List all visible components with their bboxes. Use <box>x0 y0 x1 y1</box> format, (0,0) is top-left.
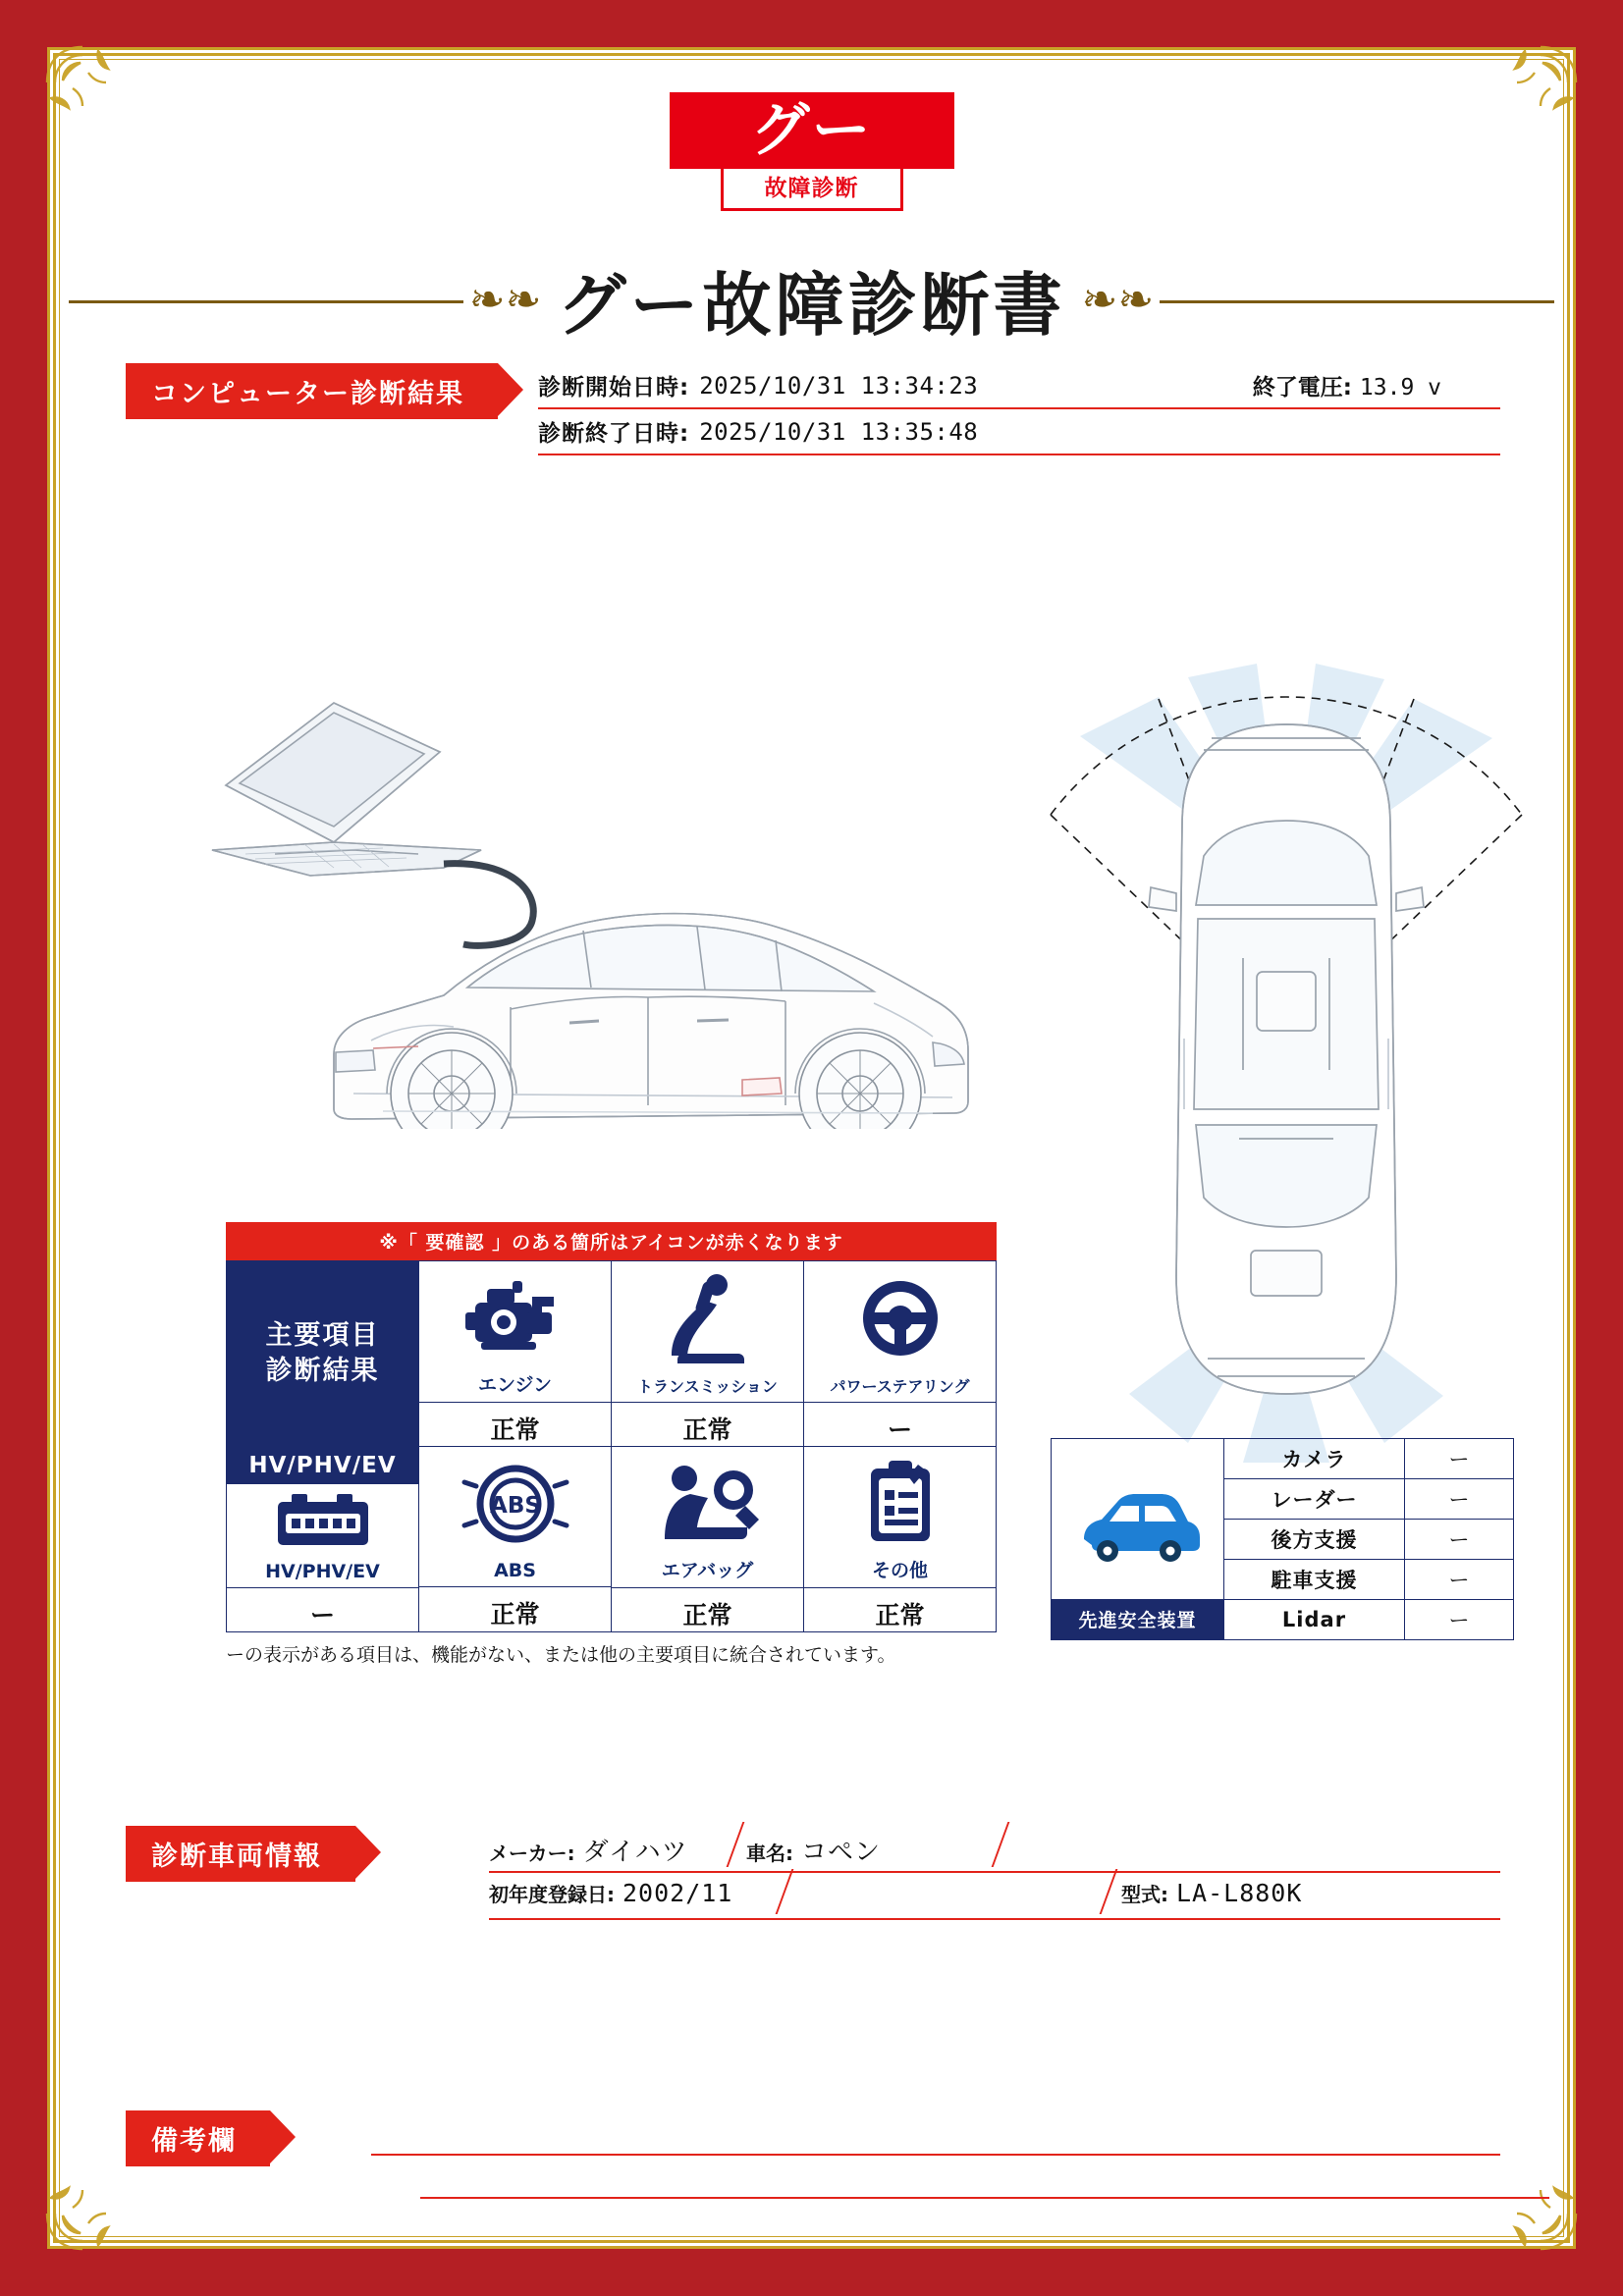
airbag-icon <box>612 1447 803 1556</box>
remarks-ribbon: 備考欄 <box>126 2110 270 2166</box>
type-label: 型式: <box>1121 1883 1168 1906</box>
adas-key: 後方支援 <box>1224 1520 1405 1559</box>
abs-icon <box>419 1447 611 1560</box>
diagnosis-start-row <box>538 363 1500 409</box>
end-voltage-value: 13.9 v <box>1359 375 1441 400</box>
steering-icon <box>804 1261 996 1374</box>
grid-footer-note: ーの表示がある項目は、機能がない、または他の主要項目に統合されています。 <box>226 1644 896 1666</box>
page-title-text: グー故障診断書 <box>557 265 1066 346</box>
grid-item-name: トランスミッション <box>612 1374 803 1403</box>
grid-header-line2: 診断結果 <box>265 1356 380 1386</box>
battery-icon <box>227 1484 418 1561</box>
end-voltage <box>1253 369 1441 401</box>
adas-value: ー <box>1448 1528 1470 1552</box>
adas-key: Lidar <box>1224 1600 1405 1639</box>
adas-illustration-top <box>1011 648 1561 1502</box>
vehicle-info-ribbon: 診断車両情報 <box>126 1826 355 1882</box>
remarks-rows <box>371 2110 1500 2156</box>
adas-row <box>1224 1600 1513 1639</box>
remarks-line-2[interactable] <box>420 2154 1549 2199</box>
type-field <box>1121 1879 1302 1907</box>
computer-diagnosis-ribbon: コンピューター診断結果 <box>126 363 498 419</box>
vehicle-info-rows <box>489 1826 1500 1920</box>
maker-field <box>489 1832 688 1868</box>
title-rule-right <box>1160 300 1554 303</box>
adas-row <box>1224 1439 1513 1479</box>
diagnosis-start-label: 診断開始日時: <box>538 375 690 400</box>
maker-value: ダイハツ <box>582 1838 688 1867</box>
grid-item-name: エアバッグ <box>612 1556 803 1588</box>
maker-label: メーカー: <box>489 1842 575 1865</box>
diagnosis-start-value: 2025/10/31 13:34:23 <box>699 371 979 400</box>
adas-value: ー <box>1448 1488 1470 1512</box>
grid-item-status: ー <box>887 1415 912 1444</box>
grid-item-status: 正常 <box>875 1601 925 1629</box>
vehicle-info-row-2 <box>489 1873 1500 1920</box>
grid-header-cell <box>227 1261 419 1447</box>
remarks-line-1[interactable] <box>371 2110 1500 2156</box>
grid-item-engine <box>419 1261 612 1447</box>
grid-item-status: 正常 <box>490 1600 540 1629</box>
adas-value: ー <box>1448 1448 1470 1471</box>
adas-key: 駐車支援 <box>1224 1560 1405 1599</box>
computer-diagnosis-section <box>126 363 1500 447</box>
grid-item-status: 正常 <box>682 1601 732 1629</box>
type-value: LA-L880K <box>1176 1879 1303 1907</box>
adas-row <box>1224 1479 1513 1520</box>
grid-item-name: その他 <box>804 1556 996 1588</box>
adas-key: カメラ <box>1224 1439 1405 1478</box>
computer-diagnosis-rows <box>538 363 1500 455</box>
first-registration-label: 初年度登録日: <box>489 1883 615 1906</box>
end-voltage-label: 終了電圧: <box>1252 375 1352 400</box>
grid-note: ※「 要確認 」のある箇所はアイコンが赤くなります <box>226 1222 997 1260</box>
transmission-icon <box>612 1261 803 1374</box>
brand-logo <box>670 92 954 211</box>
adas-value: ー <box>1448 1609 1470 1632</box>
grid-body <box>226 1260 997 1632</box>
vehicle-info-row-1 <box>489 1826 1500 1873</box>
adas-table <box>1051 1438 1514 1640</box>
grid-item-transmission <box>612 1261 804 1447</box>
brand-logo-sub: 故障診断 <box>721 169 903 211</box>
adas-rows <box>1224 1439 1513 1639</box>
remarks-section <box>126 2110 1500 2166</box>
diagnosis-illustration-side <box>187 658 992 1129</box>
model-label: 車名: <box>746 1842 793 1865</box>
adas-row <box>1224 1520 1513 1560</box>
adas-row <box>1224 1560 1513 1600</box>
adas-key: レーダー <box>1224 1479 1405 1519</box>
diagnosis-end-value: 2025/10/31 13:35:48 <box>699 417 979 446</box>
grid-item-other <box>804 1447 997 1632</box>
primary-items-grid <box>226 1222 997 1667</box>
grid-item-name: ABS <box>419 1560 611 1587</box>
grid-item-status: 正常 <box>490 1415 540 1444</box>
title-ornament-icon: ❧❧ <box>1081 274 1155 325</box>
title-ornament-icon: ❧❧ <box>468 274 542 325</box>
adas-left-label: 先進安全装置 <box>1052 1599 1223 1639</box>
grid-item-airbag <box>612 1447 804 1632</box>
grid-item-name: エンジン <box>419 1370 611 1403</box>
adas-car-icon <box>1074 1439 1202 1599</box>
grid-header-line1: 主要項目 <box>265 1319 380 1351</box>
title-rule-left <box>69 300 463 303</box>
adas-left-panel <box>1052 1439 1224 1639</box>
diagnosis-end-label: 診断終了日時: <box>538 421 690 447</box>
adas-value: ー <box>1448 1569 1470 1592</box>
clipboard-icon <box>804 1447 996 1556</box>
grid-item-hv <box>227 1447 419 1632</box>
first-registration-field <box>489 1879 732 1907</box>
grid-hv-header: HV/PHV/EV <box>227 1447 418 1484</box>
grid-item-name: パワーステアリング <box>804 1374 996 1403</box>
model-value: コペン <box>801 1838 882 1867</box>
page-title <box>69 250 1554 349</box>
vehicle-info-section <box>126 1826 1500 1907</box>
grid-item-status: ー <box>309 1601 335 1629</box>
report-content <box>69 69 1554 2227</box>
brand-logo-mark: グー <box>670 92 954 169</box>
svg-text:ABS: ABS <box>489 1492 541 1519</box>
diagnosis-end-row <box>538 409 1500 455</box>
grid-item-abs <box>419 1447 612 1632</box>
model-field <box>746 1832 881 1868</box>
grid-item-power-steering <box>804 1261 997 1447</box>
engine-icon <box>419 1261 611 1370</box>
first-registration-value: 2002/11 <box>622 1879 733 1907</box>
grid-item-status: 正常 <box>682 1415 732 1444</box>
grid-item-name: HV/PHV/EV <box>227 1561 418 1588</box>
